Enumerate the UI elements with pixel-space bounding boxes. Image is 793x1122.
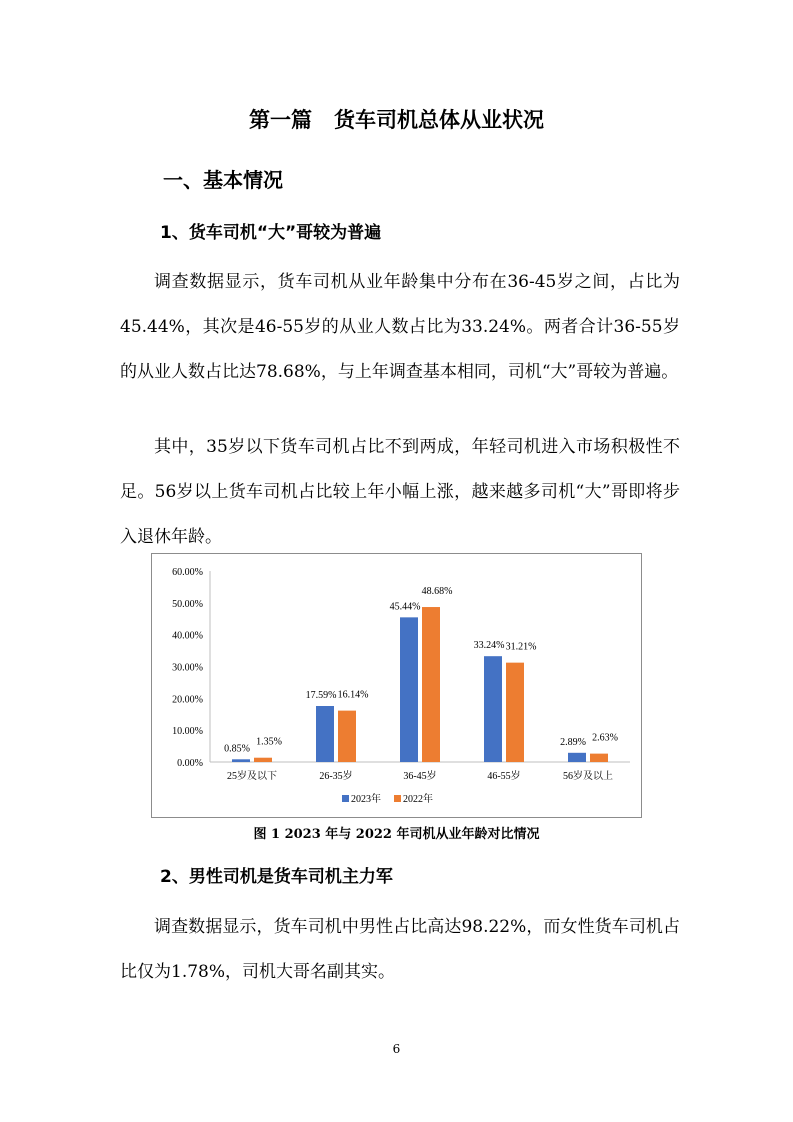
legend-swatch [394,795,401,802]
paragraph-2: 其中，35岁以下货车司机占比不到两成，年轻司机进入市场积极性不足。56岁以上货车司机占比较上年小幅上涨，越来越多司机“大”哥即将步入退休年龄。 [120,437,680,547]
bar-series-1 [316,706,334,762]
bar-series-1 [232,759,250,762]
data-label: 2.89% [560,736,586,748]
data-label: 16.14% [337,689,369,701]
section-heading: 一、基本情况 [163,168,283,192]
x-tick-label: 26-35岁 [319,771,353,782]
data-label: 17.59% [305,690,337,702]
age-comparison-chart [151,553,642,818]
data-label: 2.63% [592,732,618,744]
y-tick-label: 0.00% [177,758,203,769]
figure-caption: 图 1 2023 年与 2022 年司机从业年龄对比情况 [253,827,540,842]
bar-series-2 [254,758,272,762]
bar-series-2 [338,711,356,762]
y-tick-label: 50.00% [172,598,203,610]
paragraph-3: 调查数据显示，货车司机中男性占比高达98.22%，而女性货车司机占比仅为1.78%，司机大哥名副其实。 [120,917,680,982]
legend-label: 2023年 [351,794,381,805]
data-label: 45.44% [389,601,421,613]
y-tick-label: 60.00% [172,567,203,578]
y-tick-label: 30.00% [172,662,203,674]
legend-swatch [342,795,349,802]
bar-series-2 [590,754,608,762]
bar-series-1 [484,656,502,762]
paragraph-1: 调查数据显示，货车司机从业年龄集中分布在36-45岁之间，占比为45.44%，其次是46-55岁的从业人数占比为33.24%。两者合计36-55岁的从业人数占比达78.68%，与上年调查基本相同，司机“大”哥较为普遍。 [120,272,680,382]
y-tick-label: 10.00% [172,726,203,738]
y-tick-label: 20.00% [172,694,203,706]
x-tick-label: 46-55岁 [487,771,521,782]
x-tick-label: 36-45岁 [403,771,437,782]
title-main: 货车司机总体从业状况 [334,108,544,132]
data-label: 1.35% [256,736,282,748]
subsection-heading-2: 2、男性司机是货车司机主力军 [160,867,393,887]
data-label: 48.68% [421,586,453,598]
bar-series-1 [400,617,418,762]
y-tick-label: 40.00% [172,630,203,642]
chart-svg [152,554,643,819]
x-tick-label: 56岁及以上 [563,771,613,782]
legend-label: 2022年 [403,794,433,805]
data-label: 0.85% [224,743,250,755]
bar-series-2 [422,607,440,762]
data-label: 31.21% [505,641,537,653]
data-label: 33.24% [473,640,505,652]
page-number: 6 [392,1042,401,1056]
bar-series-2 [506,663,524,762]
x-tick-label: 25岁及以下 [227,771,277,782]
page-title [0,104,793,134]
bar-series-1 [568,753,586,762]
subsection-heading-1: 1、货车司机“大”哥较为普遍 [160,223,382,243]
title-part: 第一篇 [249,108,312,132]
